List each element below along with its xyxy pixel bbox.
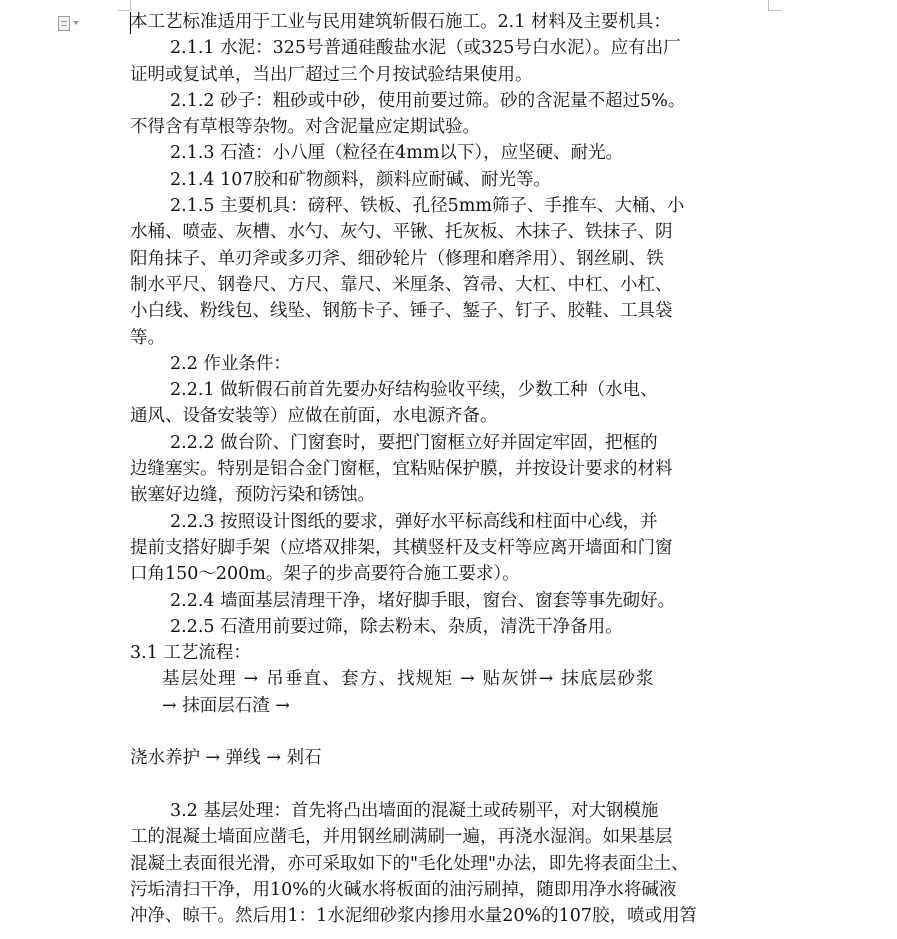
document-line: 工的混凝土墙面应凿毛，并用钢丝刷满刷一遍，再浇水湿润。如果基层 [130, 827, 673, 848]
document-body[interactable] [130, 9, 770, 929]
document-line: 2.1.4 107胶和矿物颜料，颜料应耐碱、耐光等。 [170, 169, 551, 190]
document-line: 基层处理 → 吊垂直、套方、找规矩 → 贴灰饼→ 抹底层砂浆 [162, 669, 655, 690]
document-line: 本工艺标准适用于工业与民用建筑斩假石施工。2.1 材料及主要机具： [130, 12, 671, 32]
chevron-down-icon [73, 21, 79, 25]
document-line: 阳角抹子、单刃斧或多刃斧、细砂轮片（修理和磨斧用）、钢丝刷、铁 [130, 248, 664, 269]
document-line: 污垢清扫干净，用10%的火碱水将板面的油污刷掉，随即用净水将碱液 [130, 879, 677, 900]
document-line: 2.2.4 墙面基层清理干净，堵好脚手眼，窗台、窗套等事先砌好。 [170, 590, 676, 611]
document-line: 2.2.3 按照设计图纸的要求，弹好水平标高线和柱面中心线，并 [170, 511, 658, 532]
document-line: 2.1.2 砂子：粗砂或中砂，使用前要过筛。砂的含泥量不超过5%。 [170, 90, 686, 111]
document-line: 2.2.5 石渣用前要过筛，除去粉末、杂质，清洗干净备用。 [170, 616, 623, 637]
document-line [130, 719, 770, 745]
document-line: 3.2 基层处理：首先将凸出墙面的混凝土或砖剔平，对大钢模施 [170, 800, 659, 821]
document-line: 混凝土表面很光滑，亦可采取如下的"毛化处理"办法，即先将表面尘土、 [130, 853, 689, 874]
paragraph-options-icon[interactable] [58, 14, 86, 32]
document-line: 2.2.1 做斩假石前首先要办好结构验收平续，少数工种（水电、 [170, 380, 658, 401]
document-line: 2.2 作业条件： [170, 353, 291, 374]
document-line: 不得含有草根等杂物。对含泥量应定期试验。 [130, 117, 480, 138]
document-line: 2.1.1 水泥：325号普通硅酸盐水泥（或325号白水泥）。应有出厂 [170, 38, 681, 59]
document-line: 制水平尺、钢卷尺、方尺、靠尺、米厘条、笤帚、大杠、中杠、小杠、 [130, 274, 673, 295]
document-line: 2.1.5 主要机具：磅秤、铁板、孔径5mm筛子、手推车、大桶、小 [170, 196, 685, 217]
document-line: 证明或复试单，当出厂超过三个月按试验结果使用。 [130, 64, 533, 85]
document-line: 边缝塞实。特别是铝合金门窗框，宜粘贴保护膜，并按设计要求的材料 [130, 459, 673, 480]
document-line: 水桶、喷壶、灰槽、水勺、灰勺、平锹、托灰板、木抹子、铁抹子、阴 [130, 222, 673, 243]
document-line [130, 772, 770, 798]
document-line: 2.2.2 做台阶、门窗套时，要把门窗框立好并固定牢固，把框的 [170, 432, 658, 453]
document-line: 2.1.3 石渣：小八厘（粒径在4mm以下），应坚硬、耐光。 [170, 143, 624, 164]
document-line: 提前支搭好脚手架（应塔双排架，其横竖杆及支杆等应离开墙面和门窗 [130, 537, 673, 558]
document-line: 口角150～200m。架子的步高要符合施工要求）。 [130, 564, 520, 585]
document-line: 3.1 工艺流程： [130, 643, 251, 664]
document-line: 等。 [130, 327, 165, 348]
document-line: 通风、设备安装等）应做在前面，水电源齐备。 [130, 406, 498, 427]
document-line: 小白线、粉线包、线坠、钢筋卡子、锤子、錾子、钉子、胶鞋、工具袋 [130, 301, 673, 322]
document-icon [58, 16, 70, 31]
document-line: 浇水养护 → 弹线 → 剁石 [130, 748, 322, 769]
document-line: → 抹面层石渣 → [162, 695, 290, 716]
document-line: 嵌塞好边缝，预防污染和锈蚀。 [130, 485, 375, 506]
document-line: 冲净、晾干。然后用1：1水泥细砂浆内掺用水量20%的107胶，喷或用笤 [130, 906, 698, 927]
